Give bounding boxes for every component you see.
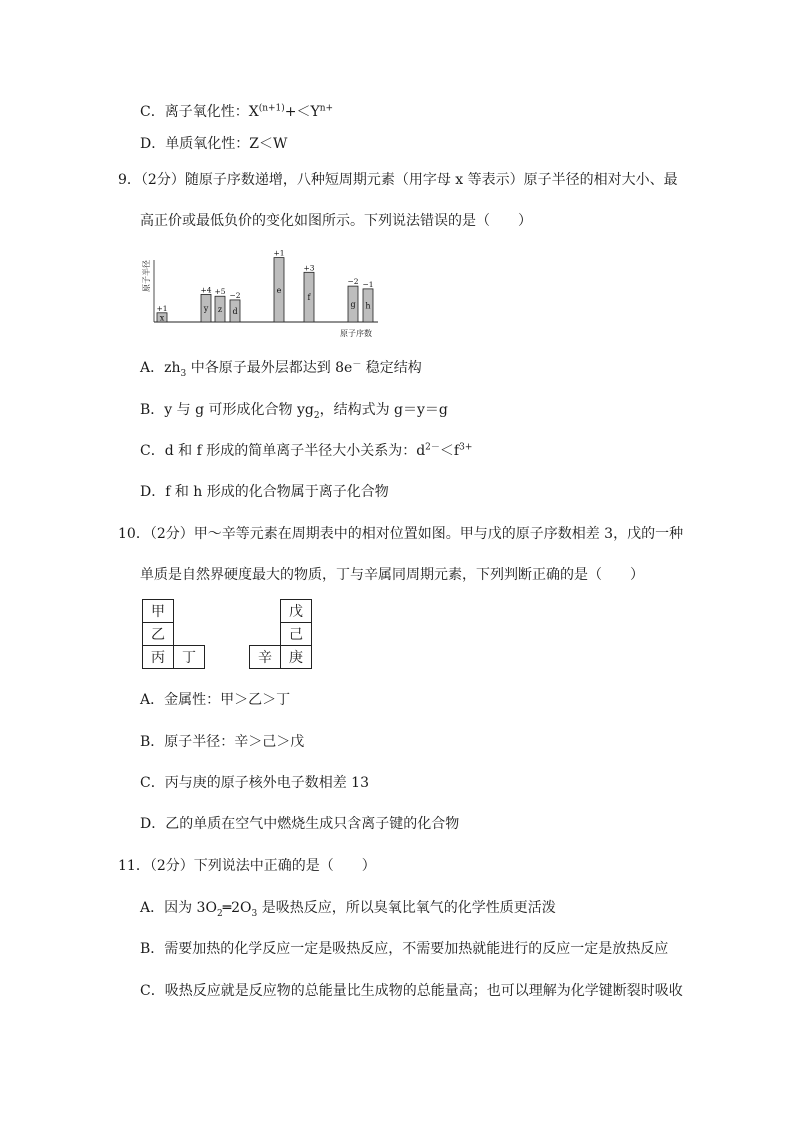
element-cell: 乙 — [143, 623, 174, 646]
q10-option-d: D．乙的单质在空气中燃烧生成只含离子键的化合物 — [140, 816, 460, 832]
valence-label-d: −2 — [229, 290, 241, 300]
bar-label-f: f — [307, 293, 311, 303]
element-cell: 丁 — [174, 646, 205, 669]
q9-option-d: D．f 和 h 形成的化合物属于离子化合物 — [140, 484, 389, 500]
q9-option-a: A．$zh_3$ 中各原子最外层都达到 8e－ 稳定结构 — [140, 359, 422, 379]
periodic-table-right — [249, 599, 312, 669]
bar-label-x: x — [159, 313, 165, 323]
y-axis-label: 原子半径 — [142, 260, 151, 292]
q9-option-b: B．y 与 g 可形成化合物 $yg_2$，结构式为 g＝y＝g — [140, 402, 448, 421]
element-cell: 丙 — [143, 646, 174, 669]
q10-option-c: C．丙与庚的原子核外电子数相差 13 — [140, 775, 369, 791]
q10-stem-line2: 单质是自然界硬度最大的物质，丁与辛属同周期元素，下列判断正确的是（ ） — [140, 567, 644, 583]
q9-bar-chart — [142, 244, 402, 344]
q10-option-a: A．金属性：甲＞乙＞丁 — [140, 692, 291, 708]
valence-label-z: +5 — [214, 287, 226, 297]
bar-label-z: z — [217, 305, 223, 315]
valence-label-e: +1 — [273, 248, 285, 258]
q11-stem: 11．（2分）下列说法中正确的是（ ） — [118, 858, 376, 874]
bar-label-h: h — [365, 301, 371, 311]
bar-label-y: y — [203, 304, 209, 314]
bar-label-d: d — [232, 306, 238, 316]
q10-option-b: B．原子半径：辛＞己＞戊 — [140, 734, 305, 750]
q8-option-d: D．单质氧化性：Z＜W — [140, 136, 288, 152]
valence-label-g: −2 — [347, 277, 359, 287]
element-cell: 己 — [281, 623, 312, 646]
valence-label-f: +3 — [303, 263, 315, 273]
periodic-table-left — [142, 599, 205, 669]
valence-label-x: +1 — [156, 303, 168, 313]
element-cell: 戊 — [281, 600, 312, 623]
q9-stem-line1: 9．（2分）随原子序数递增，八种短周期元素（用字母 x 等表示）原子半径的相对大小、最 — [118, 172, 678, 188]
q9-stem-line2: 高正价或最低负价的变化如图所示。下列说法错误的是（ ） — [140, 213, 532, 229]
valence-label-y: +4 — [200, 285, 212, 295]
q11-option-a: A．因为 $3O_2═2O_3$ 是吸热反应，所以臭氧比氧气的化学性质更活泼 — [140, 900, 556, 919]
x-axis-label: 原子序数 — [340, 329, 372, 338]
q10-stem-line1: 10．（2分）甲～辛等元素在周期表中的相对位置如图。甲与戊的原子序数相差 3，戊的一种 — [118, 526, 684, 542]
element-cell: 辛 — [250, 646, 281, 669]
q8-option-c: C．离子氧化性：$X^{(n+1)}+<Y^{n+}$ — [140, 103, 334, 120]
q9-option-c: C．d 和 f 形成的简单离子半径大小关系为：$d^{2-}<f^{3+}$ — [140, 442, 473, 459]
element-cell: 甲 — [143, 600, 174, 623]
bar-label-e: e — [276, 285, 282, 295]
q11-option-c: C．吸热反应就是反应物的总能量比生成物的总能量高；也可以理解为化学键断裂时吸收 — [140, 983, 683, 999]
bar-label-g: g — [350, 300, 356, 310]
q11-option-b: B．需要加热的化学反应一定是吸热反应，不需要加热就能进行的反应一定是放热反应 — [140, 941, 669, 957]
valence-label-h: −1 — [362, 279, 374, 289]
element-cell: 庚 — [281, 646, 312, 669]
